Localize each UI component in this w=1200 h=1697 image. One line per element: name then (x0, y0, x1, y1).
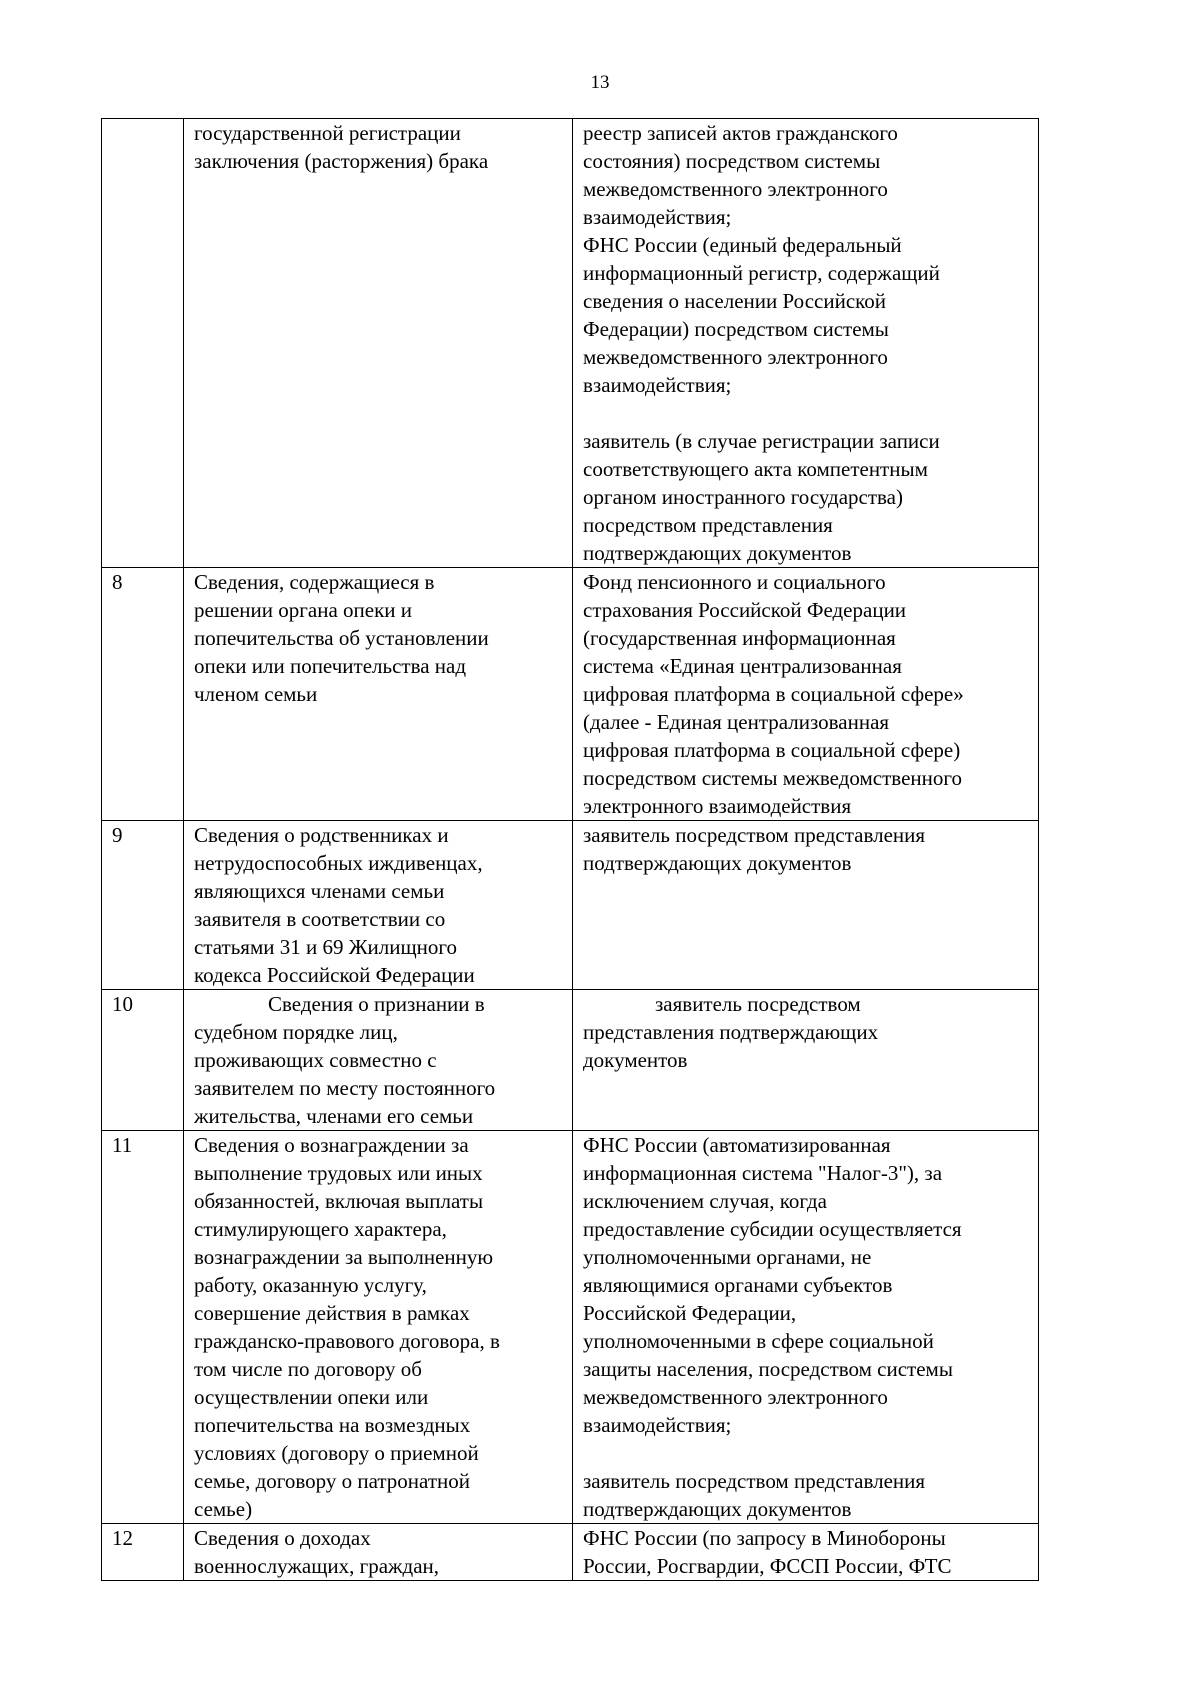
row-number-cell: 9 (102, 821, 184, 990)
info-source-cell: реестр записей актов гражданского состояния) посредством системы межведомственного электронного взаимодействия; ФНС России (единый федеральный информационный регистр, содержащий сведения о населении Российской Федерации) посредством системы межведомственного электронного взаимодействия; заявитель (в случае регистрации записи соответствующего акта компетентным органом иностранного государства) посредством представления подтверждающих документов (573, 119, 1039, 568)
table-row (102, 1524, 1039, 1581)
data-table (101, 118, 1039, 1581)
info-source-cell: ФНС России (по запросу в Минобороны России, Росгвардии, ФССП России, ФТС (573, 1524, 1039, 1581)
info-source-cell: заявитель посредством представления подтверждающих документов (573, 990, 1039, 1131)
info-description-cell: Сведения о признании в судебном порядке лиц, проживающих совместно с заявителем по месту постоянного жительства, членами его семьи (184, 990, 573, 1131)
row-number-cell: 8 (102, 568, 184, 821)
row-number-cell (102, 119, 184, 568)
table-row (102, 821, 1039, 990)
info-description-cell: Сведения о вознаграждении за выполнение трудовых или иных обязанностей, включая выплаты стимулирующего характера, вознаграждении за выполненную работу, оказанную услугу, совершение действия в рамках гражданско-правового договора, в том числе по договору об осуществлении опеки или попечительства на возмездных условиях (договору о приемной семье, договору о патронатной семье) (184, 1131, 573, 1524)
info-source-cell: ФНС России (автоматизированная информационная система "Налог-3"), за исключением случая, когда предоставление субсидии осуществляется уполномоченными органами, не являющимися органами субъектов Российской Федерации, уполномоченными в сфере социальной защиты населения, посредством системы межведомственного электронного взаимодействия; заявитель посредством представления подтверждающих документов (573, 1131, 1039, 1524)
row-number-cell: 11 (102, 1131, 184, 1524)
info-description-cell: Сведения о родственниках и нетрудоспособных иждивенцах, являющихся членами семьи заявителя в соответствии со статьями 31 и 69 Жилищного кодекса Российской Федерации (184, 821, 573, 990)
row-number-cell: 10 (102, 990, 184, 1131)
table-row (102, 1131, 1039, 1524)
page-number: 13 (590, 72, 610, 93)
info-source-cell: Фонд пенсионного и социального страхования Российской Федерации (государственная информационная система «Единая централизованная цифровая платформа в социальной сфере» (далее - Единая централизованная цифровая платформа в социальной сфере) посредством системы межведомственного электронного взаимодействия (573, 568, 1039, 821)
row-number-cell: 12 (102, 1524, 184, 1581)
info-description-cell: Сведения, содержащиеся в решении органа опеки и попечительства об установлении опеки или попечительства над членом семьи (184, 568, 573, 821)
table-row (102, 119, 1039, 568)
info-description-cell: Сведения о доходах военнослужащих, граждан, (184, 1524, 573, 1581)
table-row (102, 568, 1039, 821)
info-source-cell: заявитель посредством представления подтверждающих документов (573, 821, 1039, 990)
table-row (102, 990, 1039, 1131)
info-description-cell: государственной регистрации заключения (расторжения) брака (184, 119, 573, 568)
